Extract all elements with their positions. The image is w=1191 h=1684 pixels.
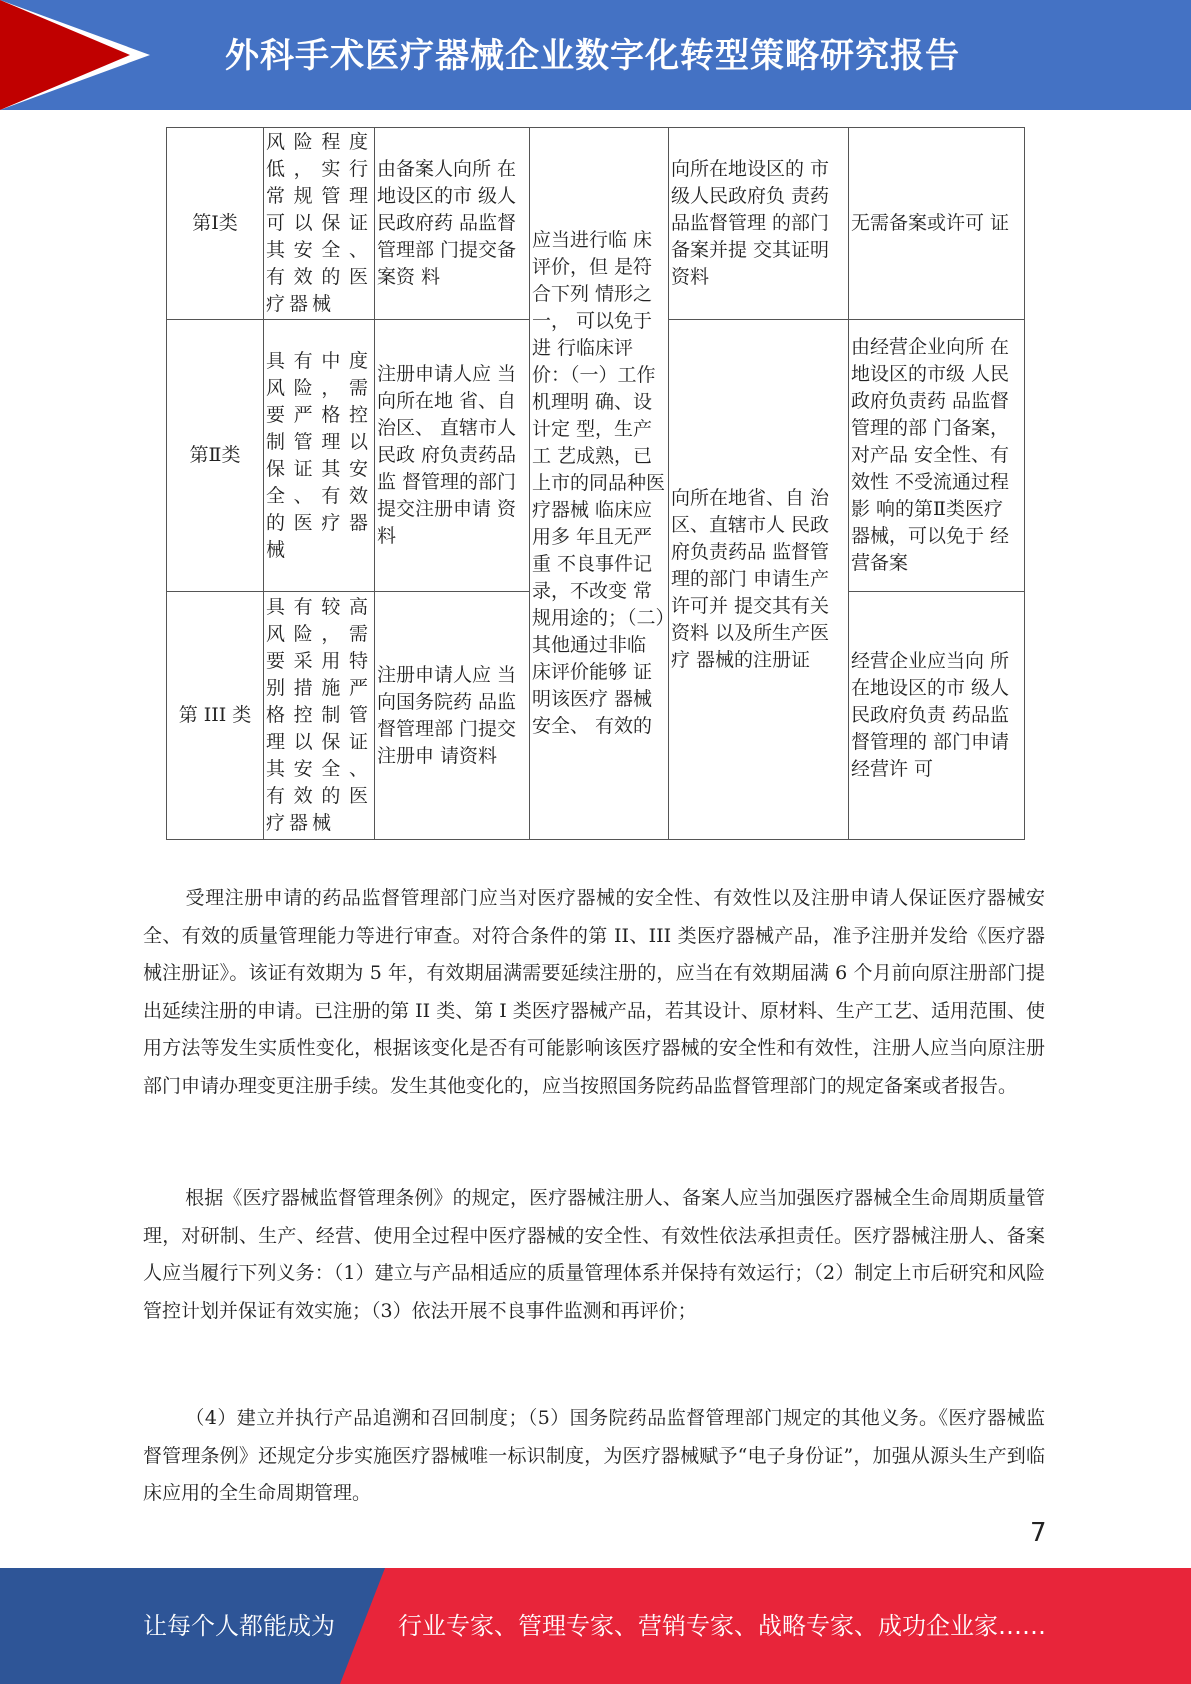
page-number: 7 (1030, 1518, 1047, 1548)
body-paragraph (143, 1400, 1045, 1513)
class-cell: 第 III 类 (167, 592, 264, 840)
body-paragraph (143, 880, 1045, 1105)
paragraph-text: （4）建立并执行产品追溯和召回制度；（5）国务院药品监督管理部门规定的其他义务。《医疗器械监督管理条例》还规定分步实施医疗器械唯一标识制度，为医疗器械赋予“电子身份证”，加强从源头生产到临床应用的全生命周期管理。 (143, 1407, 1045, 1504)
class-cell: 第Ⅱ类 (167, 320, 264, 592)
risk-cell: 风险程度低，实行常规管理可以保证其安全、有效的医疗器械 (264, 128, 375, 320)
page-header (0, 0, 1191, 110)
registration-cell: 注册申请人应 当向所在地 省、自治区、 直辖市人民政 府负责药品监 督管理的部门 提交注册申请 资料 (375, 320, 530, 592)
registration-cell: 由备案人向所 在地设区的市 级人民政府药 品监督管理部 门提交备案资 料 (375, 128, 530, 320)
header-chevron-red (0, 0, 130, 110)
risk-cell: 具有中度风险，需要严格控制管理以保证其安全、有效的医疗器械 (264, 320, 375, 592)
report-title: 外科手术医疗器械企业数字化转型策略研究报告 (225, 36, 960, 76)
risk-cell: 具有较高风险，需要采用特别措施严格控制管理以保证其安全、有效的医疗器械 (264, 592, 375, 840)
production-cell: 向所在地省、自 治区、直辖市人 民政府负责药品 监督管理的部门 申请生产许可并 提交其有关资料 以及所生产医疗 器械的注册证 (669, 320, 849, 840)
class-cell: 第Ⅰ类 (167, 128, 264, 320)
clinical-evaluation-cell: 应当进行临 床评价，但 是符合下列 情形之一， 可以免于进 行临床评价：（一）工作机理明 确、设计定 型，生产工 艺成熟，已 上市的同品种医疗器械 临床应用多 年且无严重 不良事件记 录，不改变 常规用途的；（二）其他通过非临 床评价能够 证明该医疗 器械安全、 有效的 (530, 128, 669, 840)
registration-cell: 注册申请人应 当向国务院药 品监督管理部 门提交注册申 请资料 (375, 592, 530, 840)
device-classification-table (166, 127, 1025, 840)
footer-slogan-left: 让每个人都能成为 (143, 1612, 335, 1640)
page-footer (0, 1568, 1191, 1684)
paragraph-text: 受理注册申请的药品监督管理部门应当对医疗器械的安全性、有效性以及注册申请人保证医疗器械安全、有效的质量管理能力等进行审查。对符合条件的第 II、III 类医疗器械产品，准予注册并发给《医疗器械注册证》。该证有效期为 5 年，有效期届满需要延续注册的，应当在有效期届满 6 个月前向原注册部门提出延续注册的申请。已注册的第 II 类、第 I 类医疗器械产品，若其设计、原材料、生产工艺、适用范围、使用方法等发生实质性变化，根据该变化是否有可能影响该医疗器械的安全性和有效性，注册人应当向原注册部门申请办理变更注册手续。发生其他变化的，应当按照国务院药品监督管理部门的规定备案或者报告。 (143, 887, 1045, 1097)
business-cell: 经营企业应当向 所在地设区的市 级人民政府负责 药品监督管理的 部门申请经营许 可 (849, 592, 1025, 840)
production-cell: 向所在地设区的 市级人民政府负 责药品监督管理 的部门备案并提 交其证明资料 (669, 128, 849, 320)
business-cell: 由经营企业向所 在地设区的市级 人民政府负责药 品监督管理的部 门备案，对产品 安全性、有效性 不受流通过程影 响的第Ⅱ类医疗 器械，可以免于 经营备案 (849, 320, 1025, 592)
table-row (167, 128, 1025, 320)
business-cell: 无需备案或许可 证 (849, 128, 1025, 320)
paragraph-text: 根据《医疗器械监督管理条例》的规定，医疗器械注册人、备案人应当加强医疗器械全生命周期质量管理，对研制、生产、经营、使用全过程中医疗器械的安全性、有效性依法承担责任。医疗器械注册人、备案人应当履行下列义务：（1）建立与产品相适应的质量管理体系并保持有效运行；（2）制定上市后研究和风险管控计划并保证有效实施；（3）依法开展不良事件监测和再评价； (143, 1187, 1045, 1322)
body-paragraph (143, 1180, 1045, 1330)
footer-slogan-right: 行业专家、管理专家、营销专家、战略专家、成功企业家…… (398, 1612, 1046, 1640)
